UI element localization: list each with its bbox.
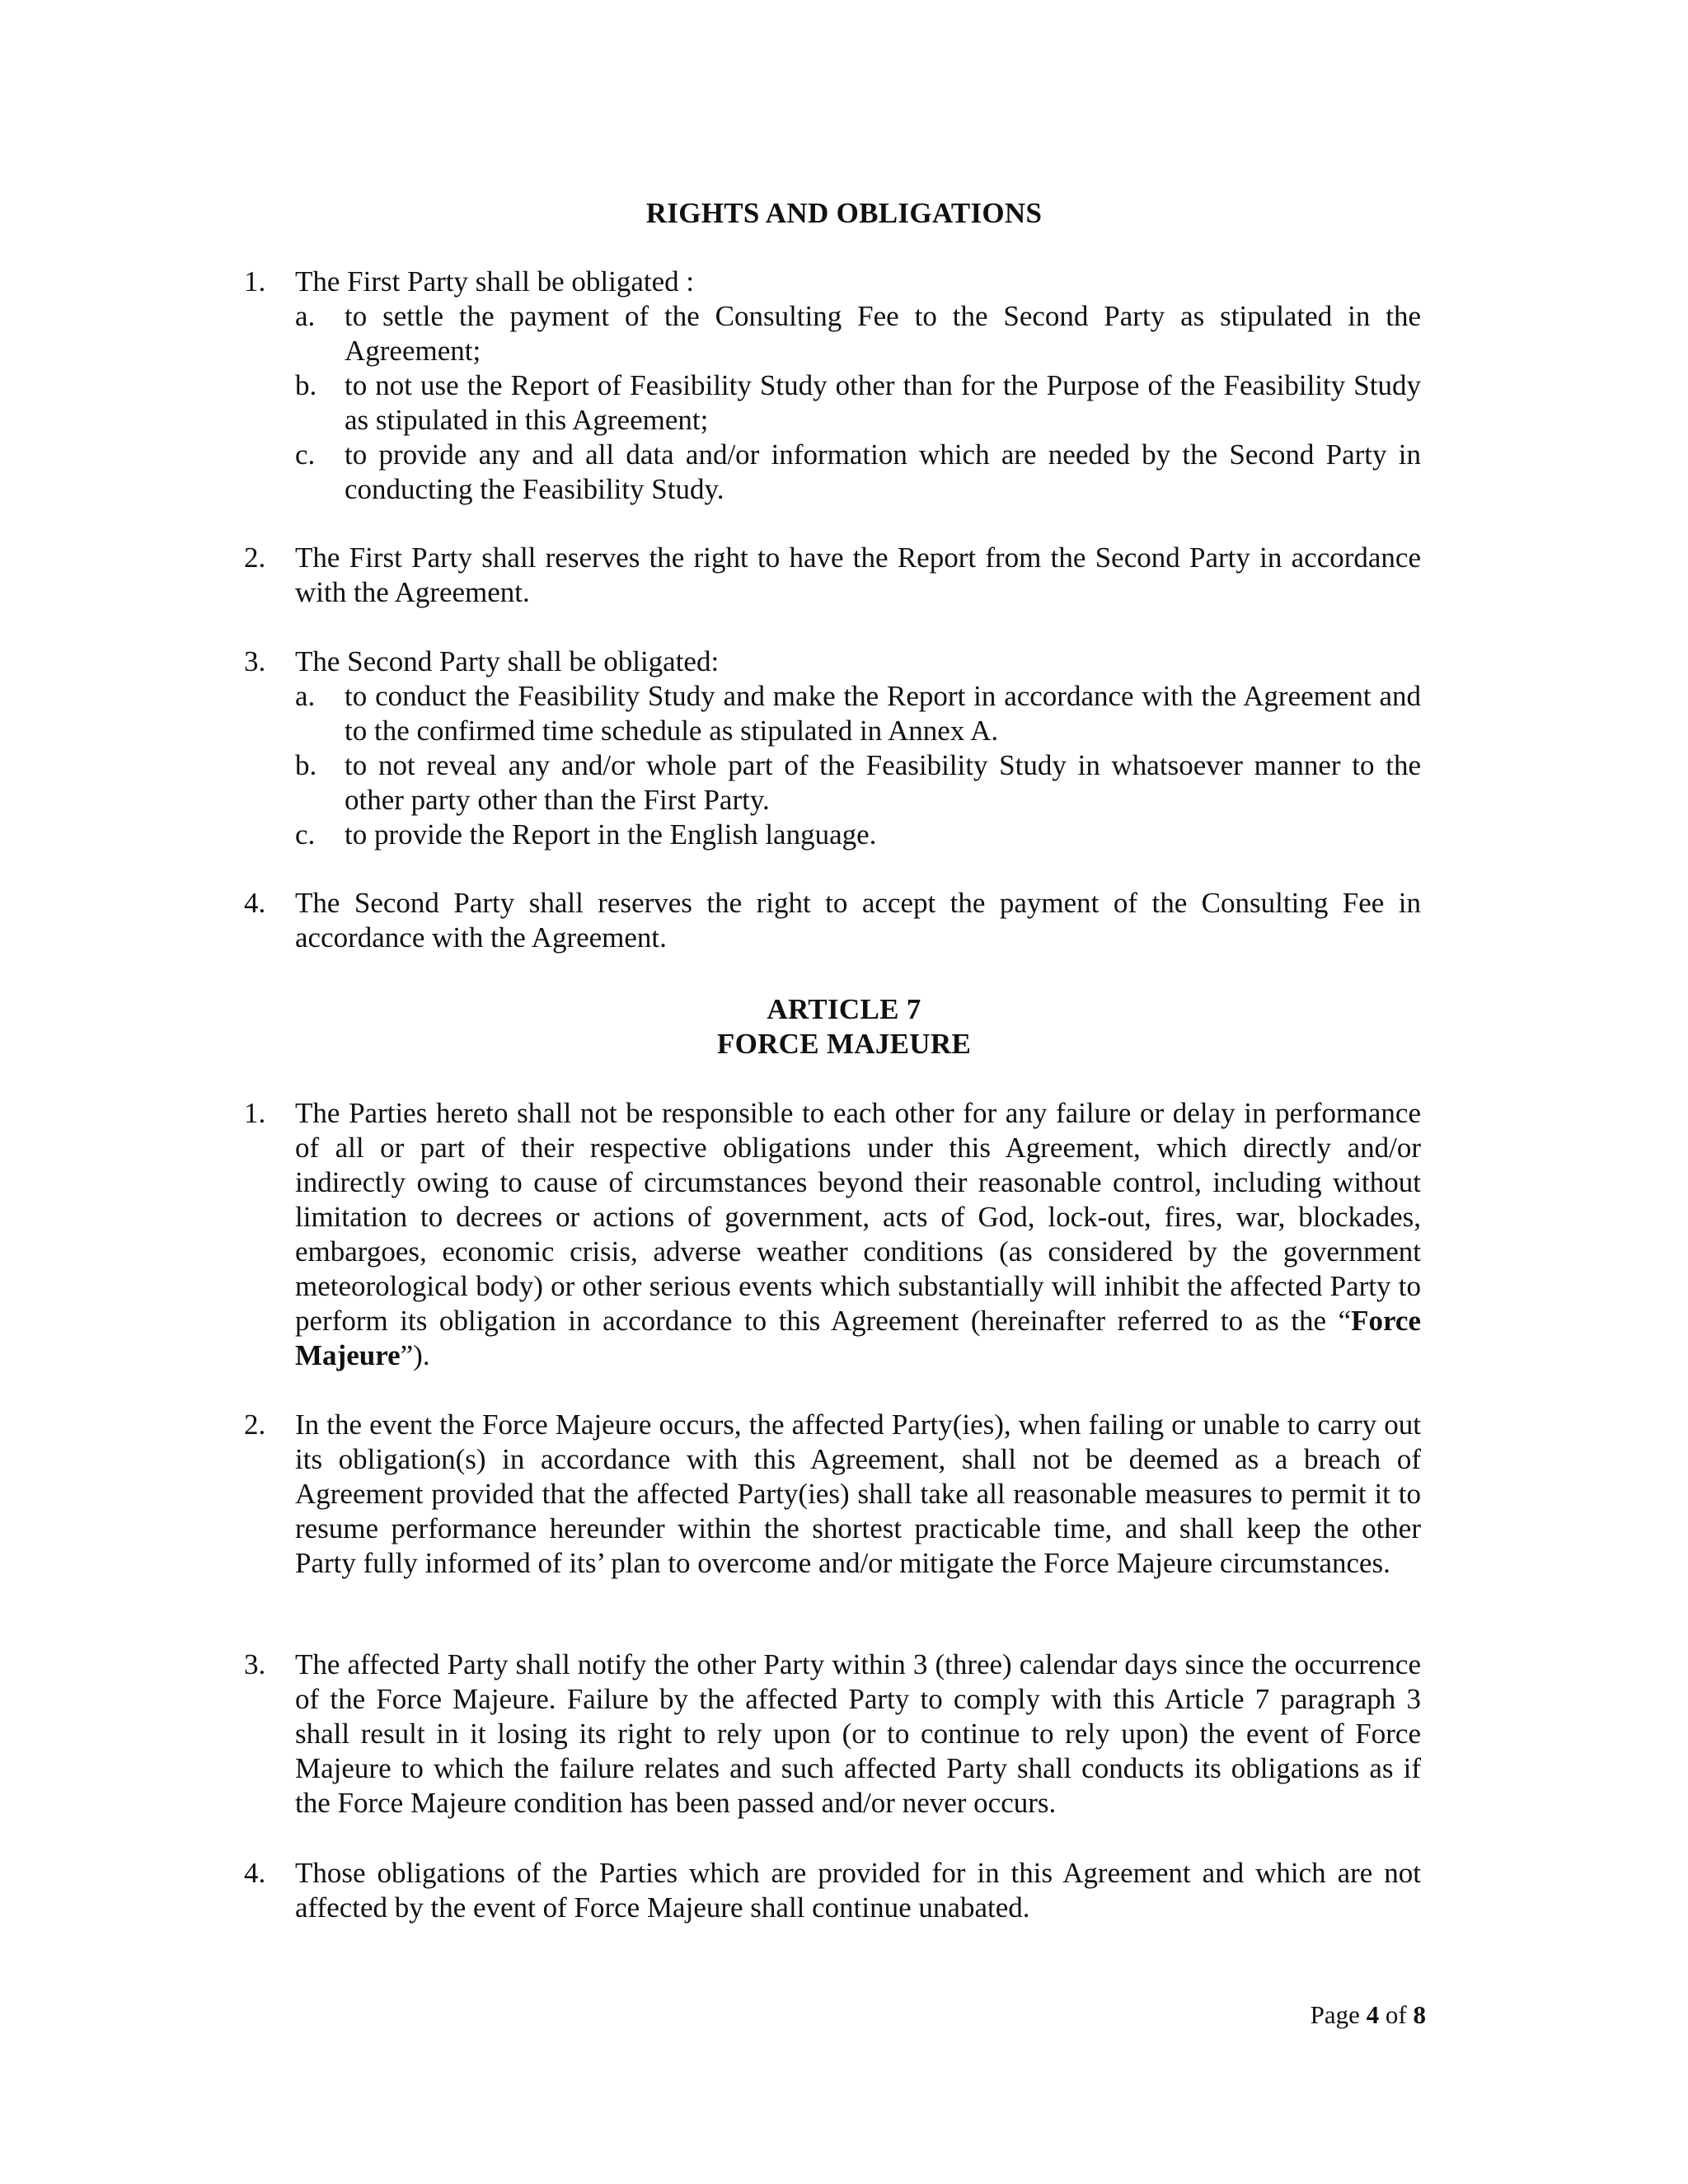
item-number: 3. xyxy=(244,1648,266,1680)
item-text: Those obligations of the Parties which are provided for in this Agreement and which are not affected by the event of Force Majeure shall continue unabated. xyxy=(295,1857,1421,1924)
item-text: In the event the Force Majeure occurs, the affected Party(ies), when failing or unable to carry out its obligation(s) in accordance with this Agreement, shall not be deemed as a breach of Agreement provided that the affected Party(ies) shall take all reasonable measures to permit it to resume performance hereunder within the shortest practicable time, and shall keep the other Party fully informed of its’ plan to overcome and/or mitigate the Force Majeure circumstances. xyxy=(295,1408,1421,1579)
sub-item-text: to not reveal any and/or whole part of the Feasibility Study in whatsoever manner to the other party other than the First Party. xyxy=(345,749,1421,816)
item-number: 4. xyxy=(244,887,266,919)
sub-item-a xyxy=(295,679,1421,748)
item-text xyxy=(295,1096,1421,1373)
rights-item-2 xyxy=(244,541,1421,610)
item-text: The affected Party shall notify the other Party within 3 (three) calendar days since the occurrence of the Force Majeure. Failure by the affected Party to comply with this Article 7 paragraph 3 shall result in it losing its right to rely upon (or to continue to rely upon) the event of Force Majeure to which the failure relates and such affected Party shall conducts its obligations as if the Force Majeure condition has been passed and/or never occurs. xyxy=(295,1648,1421,1819)
sub-item-letter: c. xyxy=(295,438,316,471)
sub-item-b xyxy=(295,368,1421,438)
sub-item-letter: b. xyxy=(295,749,317,781)
sub-item-text: to conduct the Feasibility Study and make the Report in accordance with the Agreement and to the confirmed time schedule as stipulated in Annex A. xyxy=(345,680,1421,747)
section-title: RIGHTS AND OBLIGATIONS xyxy=(645,197,1043,229)
item-text: The First Party shall reserves the right to have the Report from the Second Party in accordance with the Agreement. xyxy=(295,541,1421,608)
sub-item-a xyxy=(295,299,1421,368)
page-label: Page xyxy=(1310,2000,1360,2029)
item-text-part: ”). xyxy=(400,1339,430,1371)
item-number: 2. xyxy=(244,1408,266,1441)
force-majeure-item-4 xyxy=(244,1856,1421,1925)
of-label: of xyxy=(1385,2000,1407,2029)
sub-item-b xyxy=(295,748,1421,818)
item-text: The Second Party shall reserves the right to accept the payment of the Consulting Fee in accordance with the Agreement. xyxy=(295,887,1421,954)
item-number: 1. xyxy=(244,1097,266,1129)
sub-item-letter: b. xyxy=(295,369,317,401)
item-text: The Second Party shall be obligated: xyxy=(295,645,720,677)
item-text-part: The Parties hereto shall not be responsible to each other for any failure or delay in performance of all or part of their respective obligations under this Agreement, which directly and/or indirectly owing to cause of circumstances beyond their reasonable control, including without limitation to decrees or actions of government, acts of God, lock-out, fires, war, blockades, embargoes, economic crisis, adverse weather conditions (as considered by the government meteorological body) or other serious events which substantially will inhibit the affected Party to perform its obligation in accordance to this Agreement (hereinafter referred to as the “ xyxy=(295,1097,1421,1337)
total-pages: 8 xyxy=(1413,2000,1426,2029)
sub-item-c xyxy=(295,438,1421,507)
item-number: 4. xyxy=(244,1857,266,1889)
sub-item-text: to not use the Report of Feasibility Study other than for the Purpose of the Feasibility Study as stipulated in this Agreement; xyxy=(345,369,1421,436)
sub-item-letter: c. xyxy=(295,818,316,851)
rights-item-3 xyxy=(244,644,1421,852)
rights-item-1 xyxy=(244,265,1421,507)
article-number: ARTICLE 7 xyxy=(767,993,921,1025)
sub-item-text: to provide any and all data and/or information which are needed by the Second Party in conducting the Feasibility Study. xyxy=(345,438,1421,505)
sub-item-text: to settle the payment of the Consulting Fee to the Second Party as stipulated in the Agreement; xyxy=(345,300,1421,367)
force-majeure-item-2 xyxy=(244,1408,1421,1581)
rights-item-4 xyxy=(244,886,1421,955)
page-footer xyxy=(1311,1999,1426,2031)
page-number: 4 xyxy=(1366,2000,1380,2029)
sub-item-letter: a. xyxy=(295,300,316,332)
item-text: The First Party shall be obligated : xyxy=(295,265,695,298)
sub-item-letter: a. xyxy=(295,680,316,712)
defined-term: Force Majeure xyxy=(295,1305,1421,1371)
sub-item-c xyxy=(295,818,1421,852)
force-majeure-item-3 xyxy=(244,1647,1421,1821)
item-number: 1. xyxy=(244,265,266,298)
force-majeure-item-1 xyxy=(244,1096,1421,1373)
sub-item-text: to provide the Report in the English language. xyxy=(345,818,877,851)
article-title: FORCE MAJEURE xyxy=(716,1028,972,1060)
item-number: 2. xyxy=(244,541,266,574)
item-number: 3. xyxy=(244,645,266,677)
